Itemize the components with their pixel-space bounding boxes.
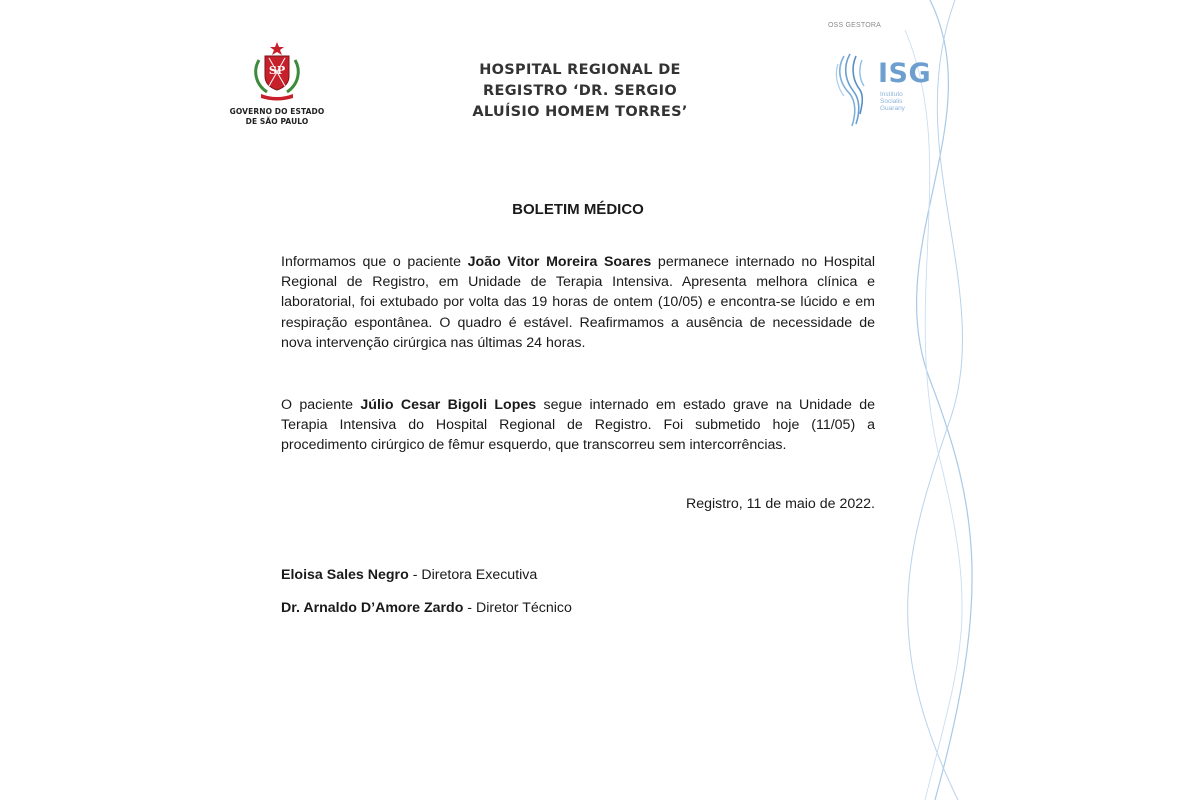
signature-name: Dr. Arnaldo D’Amore Zardo [281,600,464,616]
gov-caption [222,107,332,127]
gov-caption-line1: GOVERNO DO ESTADO [229,107,325,116]
hospital-title-line3: ALUÍSIO HOMEM TORRES’ [472,104,688,120]
paragraph-2-before: O paciente [281,397,361,413]
gov-sp-logo [222,40,332,127]
signature-name: Eloisa Sales Negro [281,567,409,583]
paragraph-1-after: permanece internado no Hospital Regional de Registro, em Unidade de Terapia Intensiva. Apresenta melhora clínica e laboratorial, foi extubado por volta das 19 horas de ontem (10/05) e encontra-se lúcido e em respiração espontânea. O quadro é estável. Reafirmamos a ausência de necessidade de nova intervenção cirúrgica nas últimas 24 horas. [281,254,876,351]
paragraph-2-after: segue internado em estado grave na Unidade de Terapia Intensiva do Hospital Regional de Registro. Foi submetido hoje (11/05) a procedimento cirúrgico de fêmur esquerdo, que transcorreu sem intercorrências. [281,397,875,454]
isg-sub-line3: Guarany [880,105,905,112]
hospital-title-line1: HOSPITAL REGIONAL DE [479,62,681,78]
patient-2-name: Júlio Cesar Bigoli Lopes [360,397,537,413]
isg-logo-subtitle [880,91,905,112]
emblem-letters: SP [268,64,286,77]
isg-logo-name: ISG [878,58,932,89]
oss-gestora-label: OSS GESTORA [828,22,882,29]
sao-paulo-coat-of-arms-icon [249,40,305,102]
hospital-title [430,60,730,123]
hospital-title-line2: REGISTRO ‘DR. SERGIO [483,83,677,99]
isg-sub-line1: Instituto [880,91,903,98]
paragraph-1-before: Informamos que o paciente [281,254,468,270]
paragraph-1 [281,252,875,353]
isg-sub-line2: Socialis [880,98,903,105]
signature-role: - Diretor Técnico [463,600,572,616]
paragraph-2 [281,395,875,456]
signature-technical-director [281,600,572,616]
document-title: BOLETIM MÉDICO [512,201,644,218]
gov-caption-line2: DE SÃO PAULO [245,117,309,126]
signature-executive-director [281,567,537,583]
signature-role: - Diretora Executiva [408,567,538,583]
date-line: Registro, 11 de maio de 2022. [685,496,875,512]
patient-1-name: João Vitor Moreira Soares [467,254,652,270]
